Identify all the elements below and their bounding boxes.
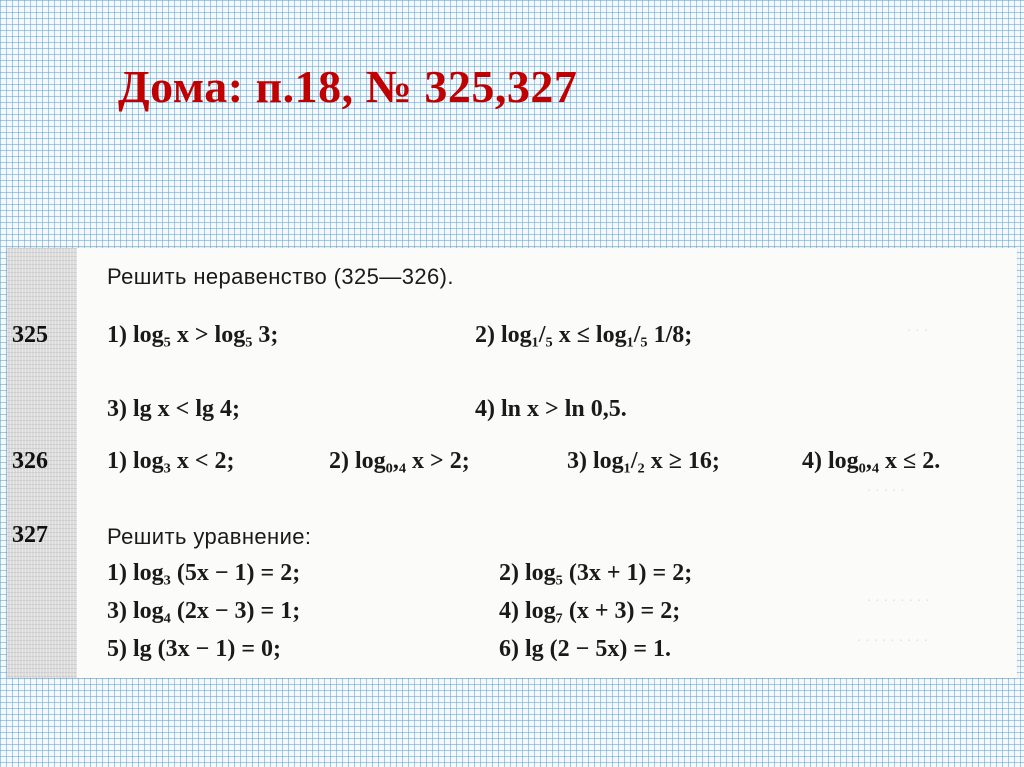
item-label: 5) <box>107 636 127 662</box>
exercise-item <box>107 560 300 587</box>
bleed-through-text: . . . . . <box>867 478 905 495</box>
exercise-item <box>107 598 300 625</box>
exercise-item <box>107 448 235 475</box>
exercise-number: 326 <box>12 448 48 474</box>
item-label: 1) <box>107 560 127 586</box>
item-expression: log₅ (3x + 1) = 2; <box>525 560 693 586</box>
exercise-number: 327 <box>12 522 48 548</box>
item-expression: log₀,₄ x > 2; <box>355 448 470 474</box>
exercise-intro: Решить уравнение: <box>107 524 312 549</box>
item-label: 3) <box>107 598 127 624</box>
exercise-item <box>499 598 680 625</box>
bleed-through-text: . . . <box>907 318 928 335</box>
item-expression: log₃ x < 2; <box>133 448 235 474</box>
exercise-item <box>475 396 627 423</box>
item-label: 2) <box>499 560 519 586</box>
item-expression: log₁/₅ x ≤ log₁/₅ 1/8; <box>501 322 693 348</box>
item-expression: lg x < lg 4; <box>133 396 241 422</box>
item-expression: log₄ (2x − 3) = 1; <box>133 598 301 624</box>
item-label: 6) <box>499 636 519 662</box>
exercise-item <box>107 636 281 663</box>
bleed-through-text: . . . . . . . . <box>867 588 930 605</box>
item-label: 4) <box>499 598 519 624</box>
item-expression: lg (3x − 1) = 0; <box>133 636 281 662</box>
exercise-number: 325 <box>12 322 48 348</box>
item-expression: log₅ x > log₅ 3; <box>133 322 279 348</box>
exercise-item <box>499 560 692 587</box>
exercise-item <box>802 448 940 475</box>
item-label: 1) <box>107 448 127 474</box>
item-label: 3) <box>567 448 587 474</box>
exercise-item <box>107 396 240 423</box>
bleed-through-text: . . . . . . . . . <box>857 628 928 645</box>
exercise-item <box>499 636 671 663</box>
section-heading: Решить неравенство (325—326). <box>107 264 454 289</box>
item-expression: lg (2 − 5x) = 1. <box>525 636 672 662</box>
item-expression: log₀,₄ x ≤ 2. <box>828 448 941 474</box>
page-title: Дома: п.18, № 325,327 <box>118 61 578 112</box>
item-expression: log₃ (5x − 1) = 2; <box>133 560 301 586</box>
exercise-item <box>329 448 470 475</box>
exercise-item <box>107 322 278 349</box>
item-label: 1) <box>107 322 127 348</box>
item-expression: log₁/₂ x ≥ 16; <box>593 448 720 474</box>
item-expression: log₇ (x + 3) = 2; <box>525 598 681 624</box>
item-label: 4) <box>475 396 495 422</box>
item-label: 2) <box>329 448 349 474</box>
item-expression: ln x > ln 0,5. <box>501 396 627 422</box>
item-label: 3) <box>107 396 127 422</box>
item-label: 2) <box>475 322 495 348</box>
exercise-item <box>475 322 692 349</box>
item-label: 4) <box>802 448 822 474</box>
textbook-page-scan <box>7 248 1017 678</box>
exercise-item <box>567 448 720 475</box>
